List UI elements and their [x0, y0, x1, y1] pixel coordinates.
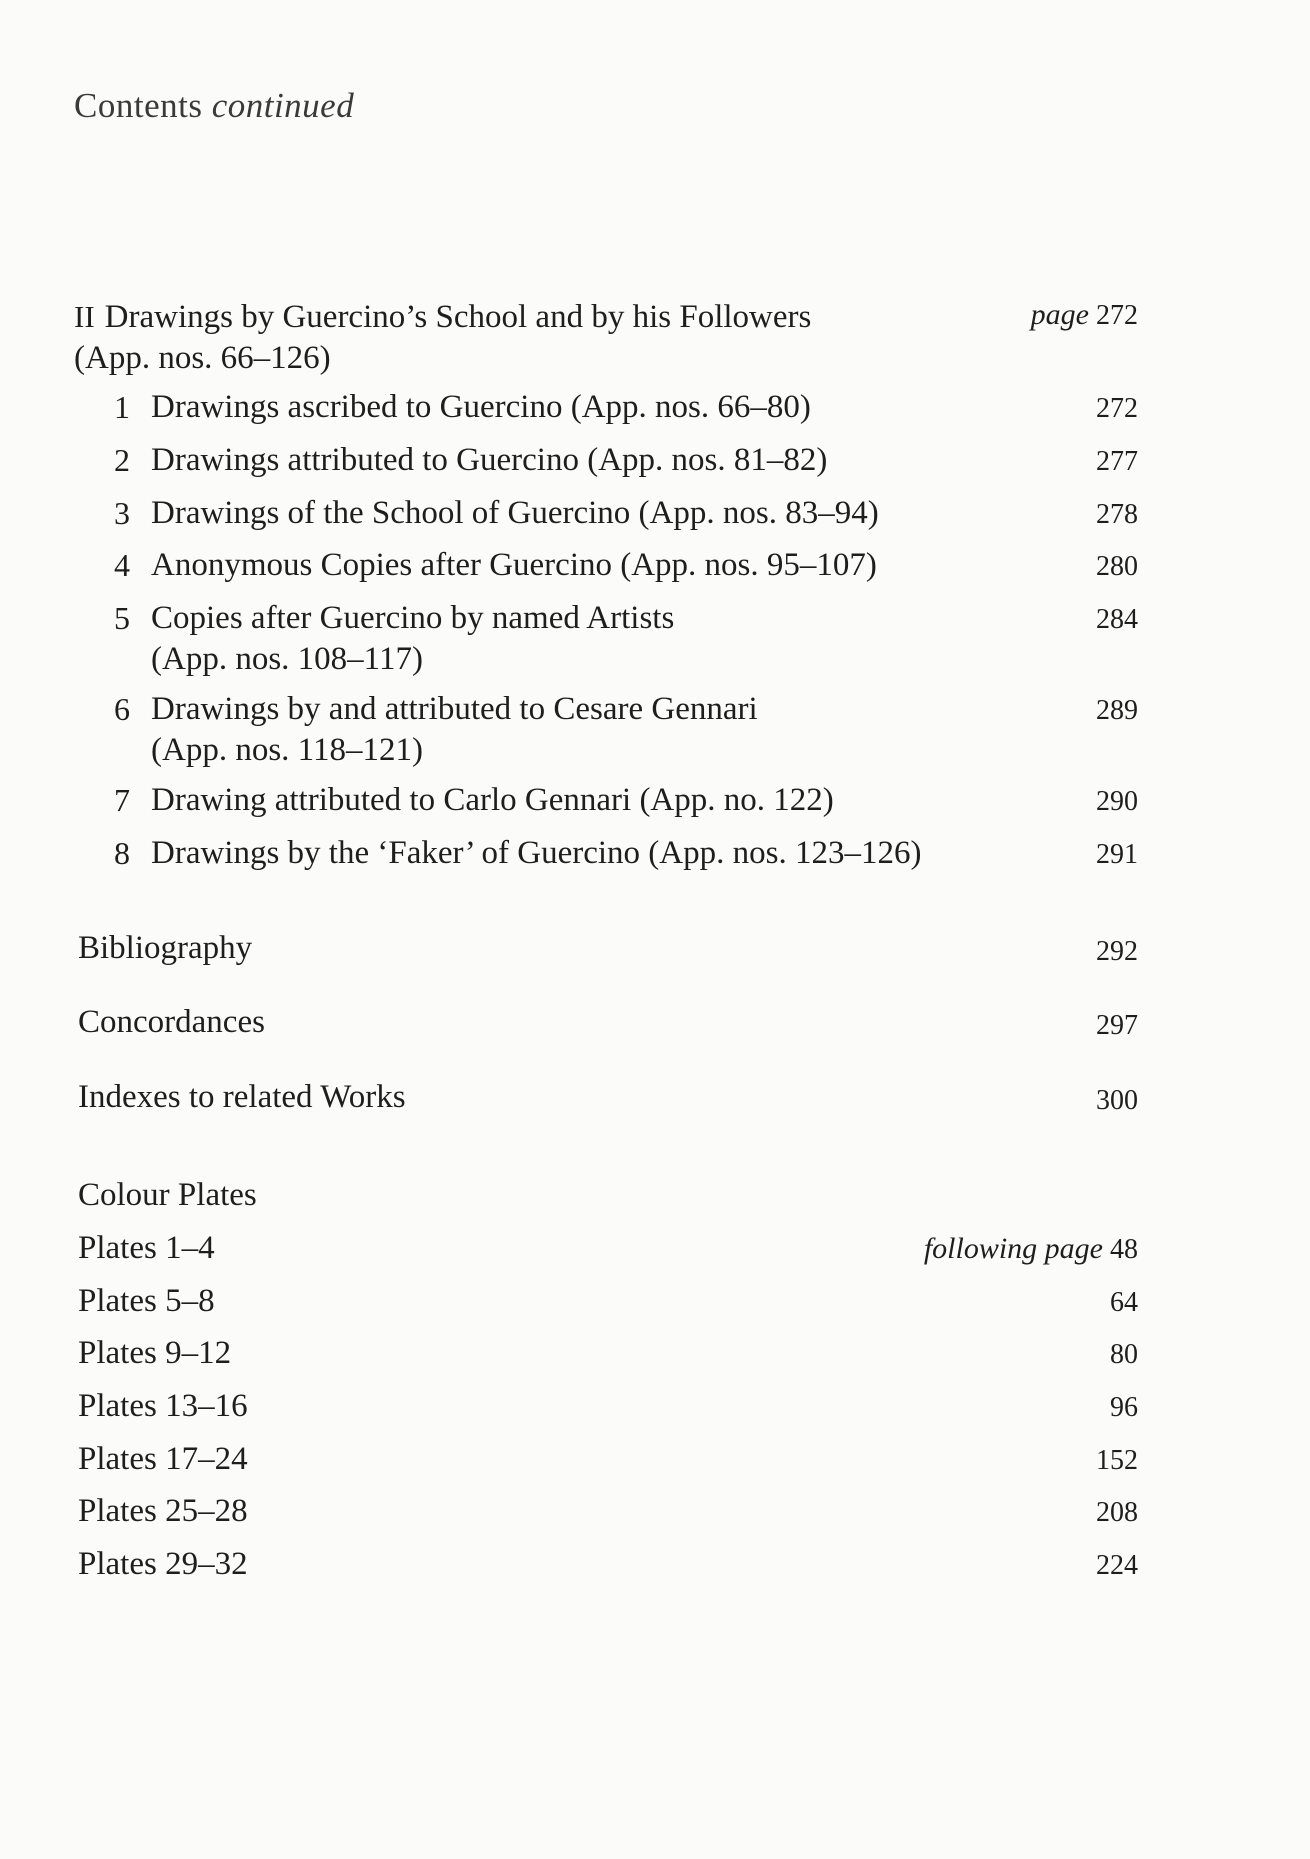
item-title: Drawing attributed to Carlo Gennari (App. no. 122) [151, 782, 834, 818]
plate-page: 80 [1110, 1339, 1138, 1370]
plate-page: 64 [1110, 1287, 1138, 1318]
item-title [151, 598, 1041, 680]
plate-page [924, 1232, 1138, 1266]
plate-page: 152 [1096, 1445, 1138, 1476]
item-title [151, 689, 1041, 771]
back-matter-title: Concordances [78, 1004, 265, 1040]
item-number: 2 [114, 442, 130, 478]
plate-range: Plates 9–12 [78, 1335, 232, 1371]
item-number: 5 [114, 600, 130, 636]
section-title-line1: Drawings by Guercino’s School and by his Followers [104, 299, 812, 335]
back-matter-page: 297 [1096, 1010, 1138, 1041]
section-title-line2: (App. nos. 66–126) [74, 340, 331, 376]
item-number: 6 [114, 691, 130, 727]
item-title: Anonymous Copies after Guercino (App. nos. 95–107) [151, 547, 877, 583]
item-page: 291 [1096, 839, 1138, 870]
plate-page: 208 [1096, 1497, 1138, 1528]
item-number: 1 [114, 389, 130, 425]
item-number: 3 [114, 495, 130, 531]
running-head-title: Contents [74, 86, 203, 125]
item-page: 284 [1096, 604, 1138, 635]
back-matter-title: Indexes to related Works [78, 1079, 406, 1115]
back-matter-page: 300 [1096, 1085, 1138, 1116]
item-title: Drawings attributed to Guercino (App. nos. 81–82) [151, 442, 828, 478]
item-title: Drawings ascribed to Guercino (App. nos. 66–80) [151, 389, 811, 425]
item-number: 8 [114, 835, 130, 871]
section-page-number: 272 [1096, 300, 1138, 331]
item-page: 277 [1096, 446, 1138, 477]
section-page-label: page [1030, 298, 1089, 331]
section-page [1031, 298, 1138, 332]
back-matter-page: 292 [1096, 936, 1138, 967]
item-title: Drawings by the ‘Faker’ of Guercino (App. nos. 123–126) [151, 835, 922, 871]
item-number: 4 [114, 547, 130, 583]
item-page: 278 [1096, 499, 1138, 530]
plate-page: 96 [1110, 1392, 1138, 1423]
plate-range: Plates 5–8 [78, 1283, 215, 1319]
item-number: 7 [114, 782, 130, 818]
section-roman-numeral: II [74, 299, 95, 334]
running-head [74, 86, 354, 126]
plate-range: Plates 29–32 [78, 1546, 248, 1582]
plate-range: Plates 1–4 [78, 1230, 215, 1266]
item-page: 280 [1096, 551, 1138, 582]
item-title-line2: (App. nos. 108–117) [151, 641, 423, 677]
section-heading [74, 296, 954, 379]
plate-range: Plates 17–24 [78, 1441, 248, 1477]
item-page: 289 [1096, 695, 1138, 726]
plate-range: Plates 25–28 [78, 1493, 248, 1529]
item-page: 290 [1096, 786, 1138, 817]
plate-page-number: 48 [1110, 1234, 1138, 1265]
item-title-line1: Copies after Guercino by named Artists [151, 600, 675, 636]
back-matter-title: Bibliography [78, 930, 253, 966]
running-head-continuation: continued [211, 86, 355, 125]
colour-plates-heading: Colour Plates [78, 1177, 257, 1213]
item-page: 272 [1096, 393, 1138, 424]
item-title: Drawings of the School of Guercino (App. nos. 83–94) [151, 495, 879, 531]
item-title-line1: Drawings by and attributed to Cesare Gennari [151, 691, 758, 727]
plate-range: Plates 13–16 [78, 1388, 248, 1424]
item-title-line2: (App. nos. 118–121) [151, 732, 423, 768]
plate-page: 224 [1096, 1550, 1138, 1581]
following-page-label: following page [923, 1232, 1103, 1265]
